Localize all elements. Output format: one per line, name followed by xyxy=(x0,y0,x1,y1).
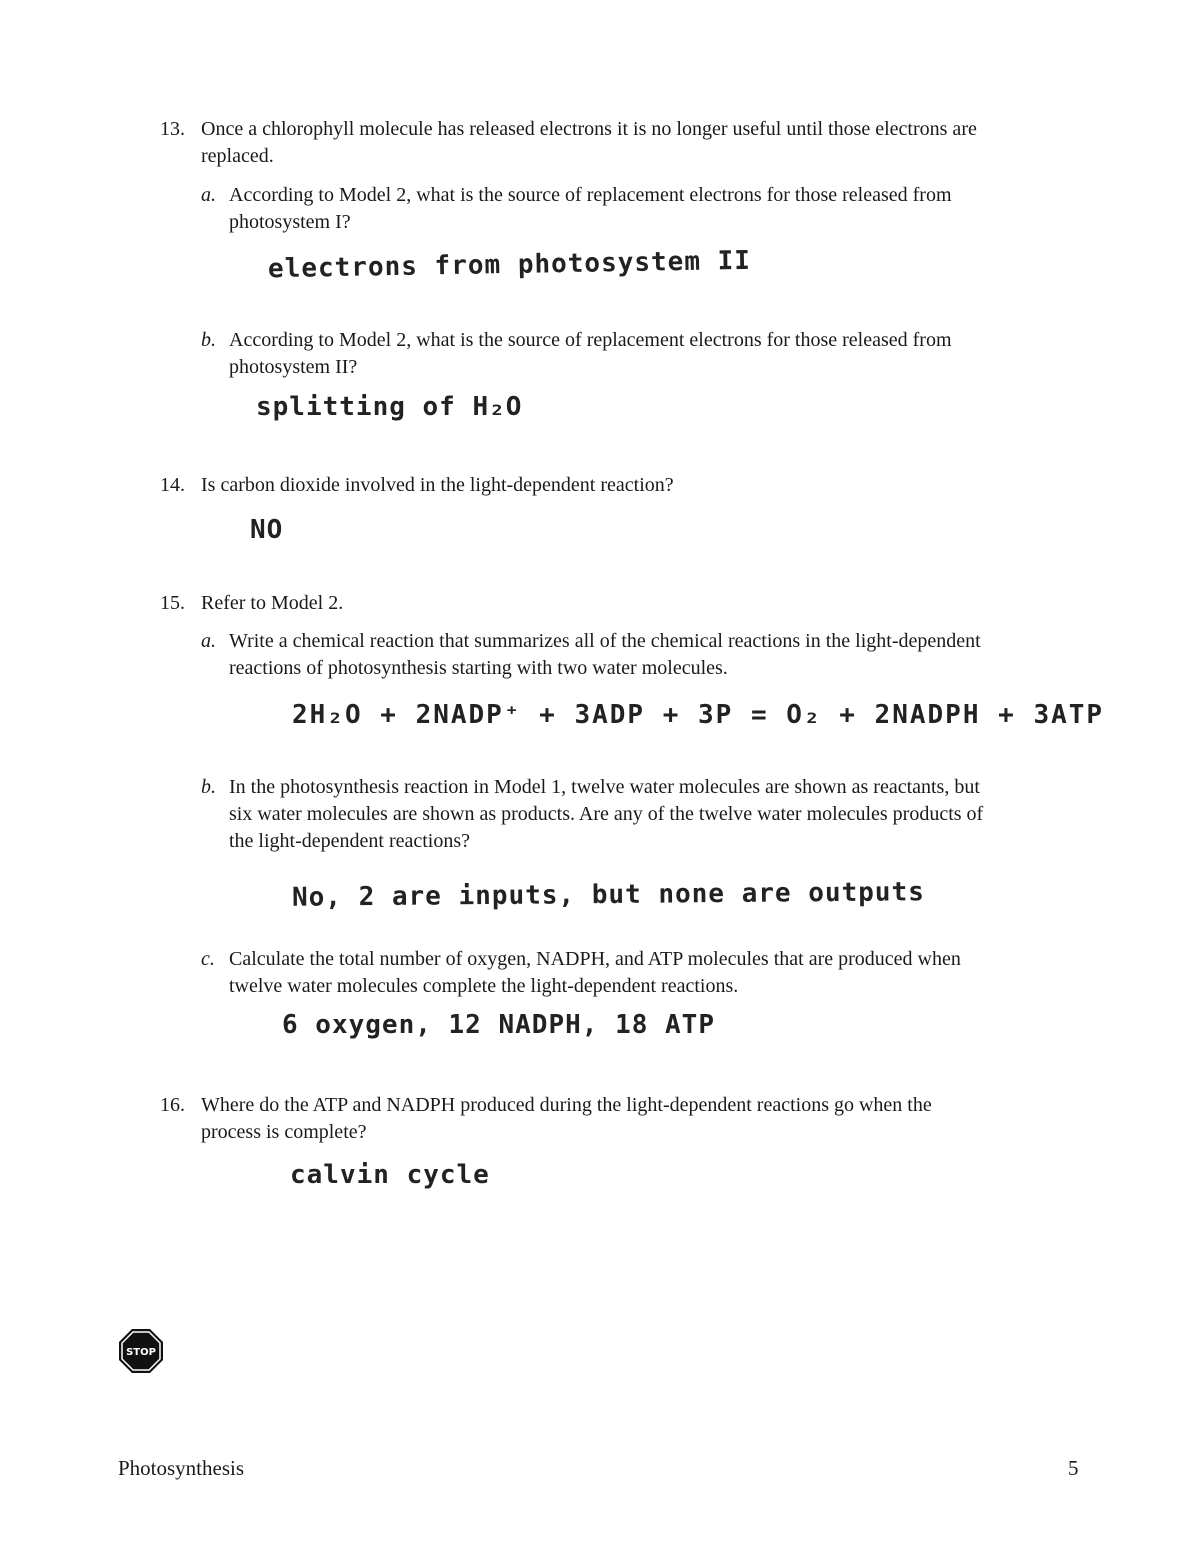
subquestion-text-line: Write a chemical reaction that summarizes all of the chemical reactions in the light-dependent xyxy=(229,630,981,652)
question-text xyxy=(201,1092,932,1146)
page-number: 5 xyxy=(1068,1456,1079,1480)
question-text-line: Once a chlorophyll molecule has released electrons it is no longer useful until those electrons are xyxy=(201,118,977,140)
handwritten-answer-14: NO xyxy=(250,515,284,545)
subquestion-text-line: the light-dependent reactions? xyxy=(229,830,471,852)
subquestion-text-line: In the photosynthesis reaction in Model 1, twelve water molecules are shown as reactants, but xyxy=(229,776,980,798)
subquestion-letter: a. xyxy=(201,630,216,652)
question-15b xyxy=(201,774,1101,859)
question-text: Refer to Model 2. xyxy=(201,592,344,614)
subquestion-text-line: twelve water molecules complete the light-dependent reactions. xyxy=(229,975,739,997)
question-14 xyxy=(160,472,1060,502)
subquestion-text-line: six water molecules are shown as products. Are any of the twelve water molecules products of xyxy=(229,803,984,825)
question-15c xyxy=(201,946,1101,1006)
question-number: 16. xyxy=(160,1094,185,1116)
question-text xyxy=(201,116,977,170)
handwritten-answer-15a: 2H₂O + 2NADP⁺ + 3ADP + 3P = O₂ + 2NADPH + 3ATP xyxy=(292,700,1105,730)
question-15a xyxy=(201,628,1101,688)
question-15 xyxy=(160,590,1060,620)
question-number: 15. xyxy=(160,592,185,614)
subquestion-text xyxy=(229,628,981,682)
subquestion-letter: b. xyxy=(201,776,216,798)
question-13a xyxy=(201,182,1101,242)
subquestion-letter: b. xyxy=(201,329,216,351)
subquestion-letter: a. xyxy=(201,184,216,206)
question-text-line: Where do the ATP and NADPH produced during the light-dependent reactions go when the xyxy=(201,1094,932,1116)
question-13 xyxy=(160,116,1120,176)
handwritten-answer-13b: splitting of H₂O xyxy=(256,392,523,422)
question-text-line: process is complete? xyxy=(201,1121,367,1143)
handwritten-answer-15b: No, 2 are inputs, but none are outputs xyxy=(291,877,925,913)
footer-title: Photosynthesis xyxy=(118,1456,245,1480)
subquestion-text xyxy=(229,774,983,855)
subquestion-text-line: Calculate the total number of oxygen, NADPH, and ATP molecules that are produced when xyxy=(229,948,961,970)
subquestion-text xyxy=(229,182,952,236)
question-number: 13. xyxy=(160,118,185,140)
subquestion-text-line: According to Model 2, what is the source of replacement electrons for those released from xyxy=(229,329,952,351)
subquestion-letter: c. xyxy=(201,948,215,970)
subquestion-text-line: According to Model 2, what is the source of replacement electrons for those released from xyxy=(229,184,952,206)
question-text-line: replaced. xyxy=(201,145,274,167)
subquestion-text xyxy=(229,327,952,381)
question-number: 14. xyxy=(160,474,185,496)
handwritten-answer-13a: electrons from photosystem II xyxy=(267,245,752,285)
subquestion-text-line: photosystem II? xyxy=(229,356,358,378)
handwritten-answer-16: calvin cycle xyxy=(290,1160,490,1190)
question-13b xyxy=(201,327,1101,387)
stop-sign-label: STOP xyxy=(126,1347,156,1358)
question-16 xyxy=(160,1092,1120,1152)
subquestion-text-line: reactions of photosynthesis starting with two water molecules. xyxy=(229,657,728,679)
subquestion-text-line: photosystem I? xyxy=(229,211,351,233)
question-text: Is carbon dioxide involved in the light-dependent reaction? xyxy=(201,474,674,496)
subquestion-text xyxy=(229,946,961,1000)
stop-sign-icon xyxy=(118,1328,164,1374)
handwritten-answer-15c: 6 oxygen, 12 NADPH, 18 ATP xyxy=(282,1010,715,1040)
